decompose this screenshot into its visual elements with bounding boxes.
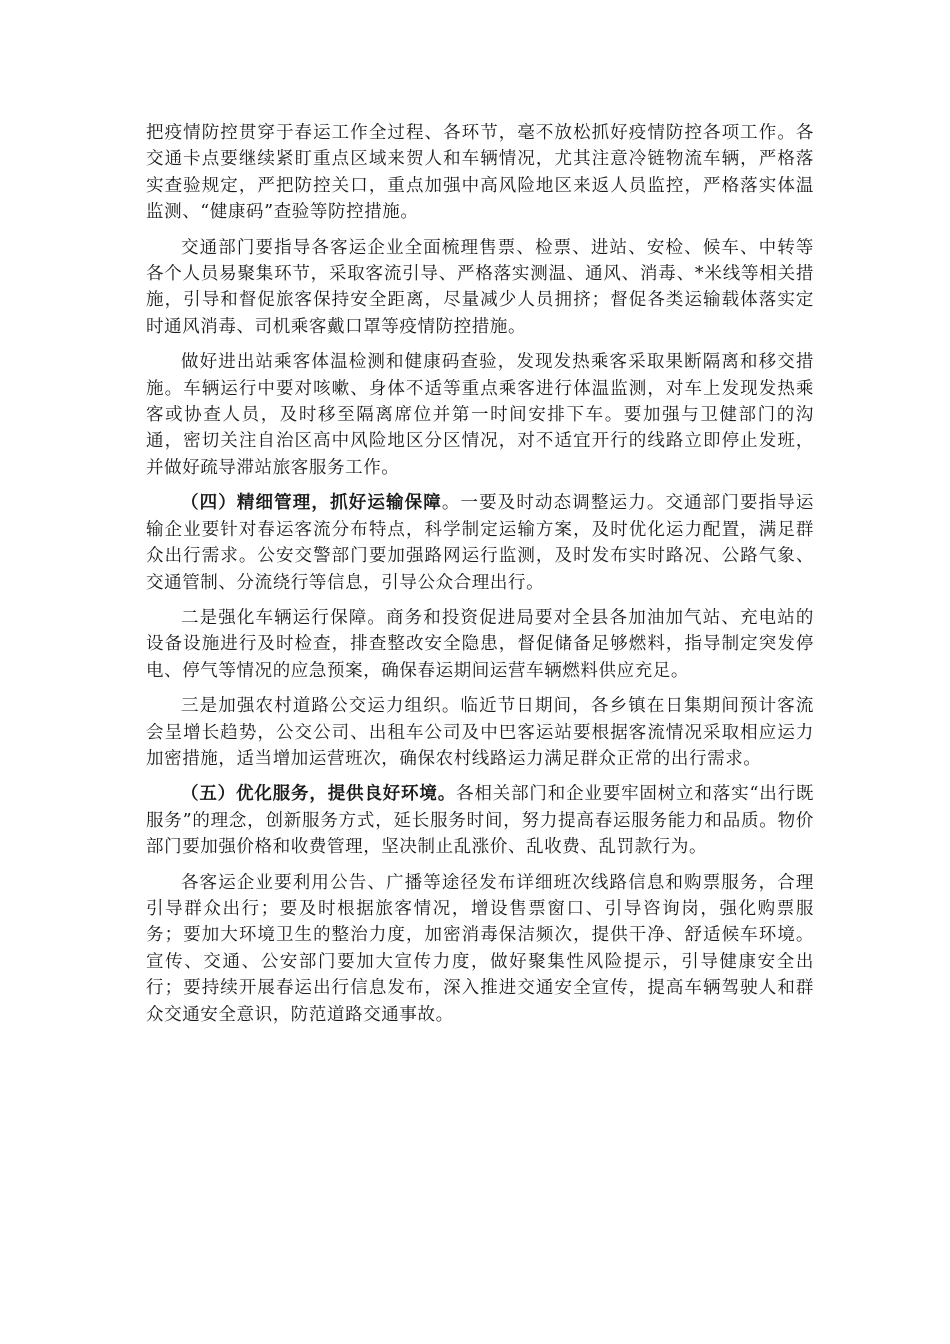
paragraph-1-text: 把疫情防控贯穿于春运工作全过程、各环节，毫不放松抓好疫情防控各项工作。各交通卡点要继续紧盯重点区域来贺人和车辆情况，尤其注意冷链物流车辆，严格落实查验规定，严把防控关口，重点加强中高风险地区来返人员监控，严格落实体温监测、“健康码”查验等防控措施。: [146, 123, 814, 223]
paragraph-7-text: 各相关部门和企业要牢固树立和落实“出行既服务”的理念，创新服务方式，延长服务时间，努力提高春运服务能力和品质。物价部门要加强价格和收费管理，坚决制止乱涨价、乱收费、乱罚款行为。: [146, 784, 815, 858]
paragraph-5-text: 二是强化车辆运行保障。商务和投资促进局要对全县各加油加气站、充电站的设备设施进行及时检查，排查整改安全隐患，督促储备足够燃料，指导制定突发停电、停气等情况的应急预案，确保春运期间运营车辆燃料供应充足。: [146, 607, 814, 681]
paragraph-5: [146, 605, 814, 684]
document-body: [146, 120, 814, 1037]
paragraph-6: [146, 693, 814, 772]
section-4-heading: （四）精细管理，抓好运输保障: [181, 493, 442, 514]
paragraph-8-text: 各客运企业要利用公告、广播等途径发布详细班次线路信息和购票服务，合理引导群众出行；要及时根据旅客情况，增设售票窗口、引导咨询岗，强化购票服务；要加大环境卫生的整治力度，加密消毒保洁频次，提供干净、舒适候车环境。宣传、交通、公安部门要加大宣传力度，做好聚集性风险提示，引导健康安全出行；要持续开展春运出行信息发布，深入推进交通安全宣传，提高车辆驾驶人和群众交通安全意识，防范道路交通事故。: [146, 872, 814, 1025]
paragraph-6-text: 三是加强农村道路公交运力组织。临近节日期间，各乡镇在日集期间预计客流会呈增长趋势，公交公司、出租车公司及中巴客运站要根据客流情况采取相应运力加密措施，适当增加运营班次，确保农村线路运力满足群众正常的出行需求。: [146, 696, 814, 769]
paragraph-3-text: 做好进出站乘客体温检测和健康码查验，发现发热乘客采取果断隔离和移交措施。车辆运行中要对咳嗽、身体不适等重点乘客进行体温监测，对车上发现发热乘客或协查人员，及时移至隔离席位并第一时间安排下车。要加强与卫健部门的沟通，密切关注自治区高中风险地区分区情况，对不适宜开行的线路立即停止发班，并做好疏导滞站旅客服务工作。: [146, 352, 814, 478]
section-5-heading: （五）优化服务，提供良好环境。: [181, 784, 457, 805]
paragraph-8: [146, 870, 814, 1028]
paragraph-2: [146, 235, 814, 341]
paragraph-3: [146, 349, 814, 481]
paragraph-4-text: 。一要及时动态调整运力。交通部门要指导运输企业要针对春运客流分布特点，科学制定运输方案，及时优化运力配置，满足群众出行需求。公安交警部门要加强路网运行监测，及时发布实时路况、公路气象、交通管制、分流绕行等信息，引导公众合理出行。: [146, 493, 815, 593]
paragraph-1: [146, 120, 814, 226]
paragraph-4: [146, 490, 814, 596]
paragraph-7: [146, 781, 814, 860]
paragraph-2-text: 交通部门要指导各客运企业全面梳理售票、检票、进站、安检、候车、中转等各个人员易聚集环节，采取客流引导、严格落实测温、通风、消毒、*米线等相关措施，引导和督促旅客保持安全距离，尽量减少人员拥挤；督促各类运输载体落实定时通风消毒、司机乘客戴口罩等疫情防控措施。: [146, 237, 814, 337]
